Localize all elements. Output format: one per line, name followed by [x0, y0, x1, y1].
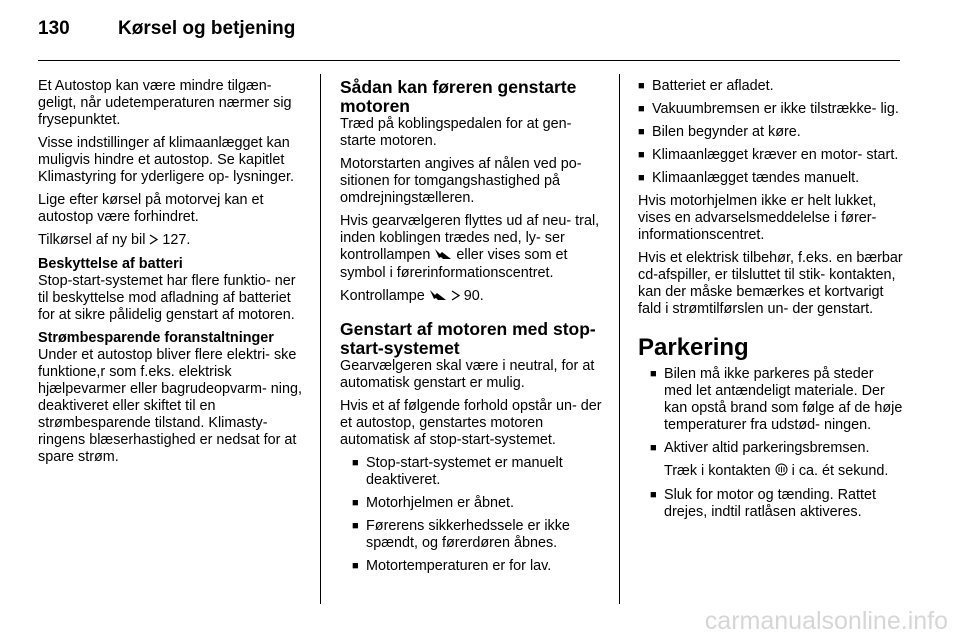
list-item: ■ Stop-start-systemet er manuelt deaktiveret. — [352, 455, 606, 489]
paragraph-climate-settings: Visse indstillinger af klimaanlægget kan muligvis hindre et autostop. Se kapitlet Klimastyring for yderligere op- lysninger. — [38, 135, 294, 185]
autostop-indicator-icon — [434, 248, 452, 265]
column-divider-2 — [619, 74, 620, 604]
restart-stop-start-heading: Genstart af motoren med stop- start-systemet — [340, 319, 596, 358]
list-item: ■ Klimaanlægget kræver en motor- start. — [638, 147, 904, 164]
paragraph-gear-selector — [340, 213, 606, 282]
parking-heading: Parkering — [638, 334, 749, 361]
paragraph-neutral: Gearvælgeren skal være i neutral, for at automatisk genstart er mulig. — [340, 358, 595, 391]
column-1 — [38, 78, 304, 472]
list-item: ■ Bilen må ikke parkeres på steder med let antændeligt materiale. Der kan opstå brand som følge af de høje temperaturer fra udstød- ningen. — [650, 366, 904, 434]
paragraph-tachometer: Motorstarten angives af nålen ved po- sitionen for tomgangshastighed på omdrejningstælleren. — [340, 156, 582, 206]
power-saving-text: Under et autostop bliver flere elektri- ske funktione,r som f.eks. elektrisk hjælpevarmer eller bagrudeopvarm- ning, deaktiveret eller skiftet til en strømbesparende tilstand. Klimasty- ringens blæserhastighed er nedsat for at spare strøm. — [38, 347, 302, 465]
new-car-page-ref[interactable]: 127. — [162, 232, 191, 248]
list-item: ■ Bilen begynder at køre. — [638, 124, 904, 141]
parking-list-continued — [650, 487, 904, 521]
indicator-ref-text: Kontrollampe — [340, 288, 429, 304]
chapter-title: Kørsel og betjening — [118, 18, 296, 39]
header-divider — [38, 60, 900, 61]
paragraph-autostop-freezing: Et Autostop kan være mindre tilgæn- geligt, når udetemperaturen nærmer sig frysepunktet. — [38, 78, 292, 128]
restart-conditions-list — [352, 455, 606, 575]
list-item: ■ Vakuumbremsen er ikke tilstrække- lig. — [638, 101, 904, 118]
paragraph-bonnet-warning: Hvis motorhjelmen ikke er helt lukket, vises en advarselsmeddelelse i fører- informationscentret. — [638, 193, 877, 243]
restart-conditions-list-continued — [638, 78, 904, 187]
paragraph-accessory: Hvis et elektrisk tilbehør, f.eks. en bærbar cd-afspiller, er tilsluttet til stik- kontakten, kan der måske bemærkes et kortvarigt fald i strømtilførslen un- der genstart. — [638, 250, 903, 317]
battery-protection-text: Stop-start-systemet har flere funktio- ner til beskyttelse mod afladning af batteriet for at sikre pålidelig genstart af motoren. — [38, 273, 296, 323]
indicator-page-ref[interactable]: 90. — [463, 288, 484, 304]
list-item: ■ Klimaanlægget tændes manuelt. — [638, 170, 904, 187]
new-car-text: Tilkørsel af ny bil — [38, 232, 150, 248]
page-reference-icon — [451, 289, 460, 306]
watermark: carmanualsonline.info — [704, 607, 948, 635]
list-item: ■ Sluk for motor og tænding. Rattet drejes, indtil ratlåsen aktiveres. — [650, 487, 904, 521]
page-reference-icon — [149, 233, 158, 250]
paragraph-conditions: Hvis et af følgende forhold opstår un- der et autostop, genstartes motoren automatisk af stop-start-systemet. — [340, 398, 602, 448]
paragraph-new-car — [38, 232, 304, 250]
column-3 — [638, 78, 904, 527]
list-item: ■ Aktiver altid parkeringsbremsen. — [650, 440, 904, 457]
list-item: ■ Førerens sikkerhedssele er ikke spændt, og førerdøren åbnes. — [352, 518, 606, 552]
paragraph-clutch: Træd på koblingspedalen for at gen- starte motoren. — [340, 116, 572, 149]
gear-selector-text-b: eller vises som et symbol i førerinformationscentret. — [340, 247, 568, 281]
ignition-switch-icon — [775, 463, 788, 481]
list-item: ■ Motorhjelmen er åbnet. — [352, 495, 606, 512]
page-number: 130 — [38, 18, 70, 39]
paragraph-ignition — [664, 463, 904, 481]
paragraph-motorway: Lige efter kørsel på motorvej kan et autostop være forhindret. — [38, 192, 264, 225]
paragraph-indicator-ref — [340, 288, 606, 306]
autostop-indicator-icon — [429, 289, 447, 306]
list-item: ■ Batteriet er afladet. — [638, 78, 904, 95]
list-item: ■ Motortemperaturen er for lav. — [352, 558, 606, 575]
column-divider-1 — [320, 74, 321, 604]
ignition-text-a: Træk i kontakten — [664, 463, 775, 479]
battery-protection-heading: Beskyttelse af batteri — [38, 256, 183, 272]
power-saving-heading: Strømbesparende foranstaltninger — [38, 330, 274, 346]
restart-engine-heading: Sådan kan føreren genstarte motoren — [340, 77, 577, 116]
gear-selector-text-a: Hvis gearvælgeren flyttes ud af neu- tral, inden koblingen trædes ned, ly- ser kontrollampen — [340, 213, 600, 263]
column-2 — [340, 78, 606, 581]
parking-list — [650, 366, 904, 457]
ignition-text-b: i ca. ét sekund. — [787, 463, 889, 479]
